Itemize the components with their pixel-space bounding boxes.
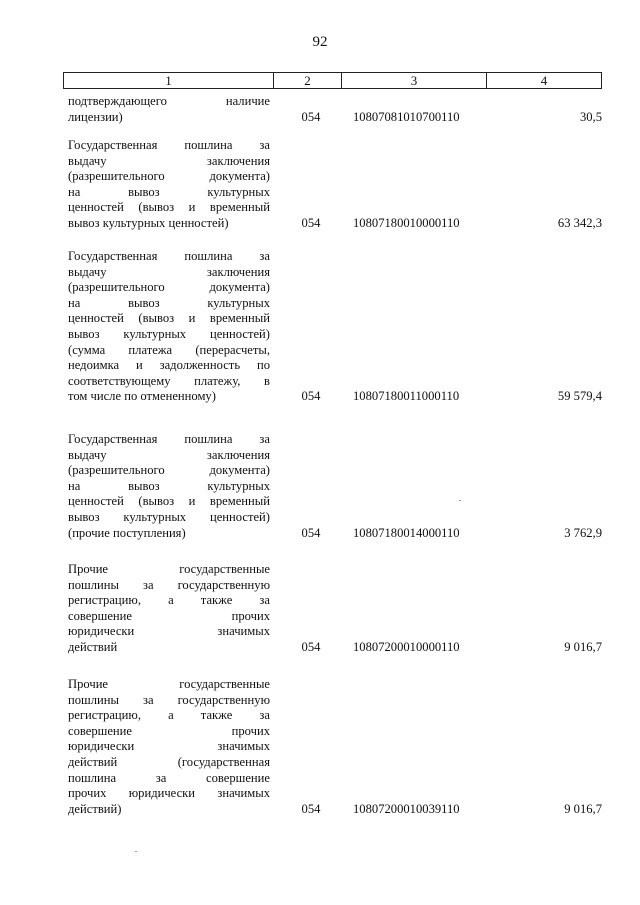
description-line: совершение прочих [68,608,270,623]
row-code: 054 [301,801,321,816]
description-line: ценностей (вывоз и временный [68,200,270,215]
row-kbk: 10807180010000110 [353,216,460,230]
description-line: выдачу заключения [68,264,270,279]
row-amount: 30,5 [579,109,602,124]
row-description [68,249,270,405]
row-description [68,562,270,656]
description-line: (разрешительного документа) [68,280,270,295]
description-line: вывоз культурных ценностей) [68,215,229,230]
header-col-2: 2 [274,73,342,89]
description-line: на вывоз культурных [68,478,270,493]
description-line: пошлины за государственную [68,577,270,592]
description-line: выдачу заключения [68,153,270,168]
scan-speck [135,851,137,852]
description-line: регистрацию, а также за [68,708,270,723]
description-line: Государственная пошлина за [68,432,270,446]
row-code: 054 [301,109,321,124]
row-code: 054 [301,216,321,230]
row-code: 054 [301,389,321,404]
description-line: пошлины за государственную [68,692,270,707]
page-number: 92 [312,34,328,50]
row-code: 054 [301,640,321,654]
row-kbk: 10807081010700110 [353,109,460,124]
table-row [0,94,640,125]
description-line: на вывоз культурных [68,184,270,199]
description-line: подтверждающего наличие [68,94,270,108]
description-line: пошлина за совершение [68,770,270,785]
description-line: Государственная пошлина за [68,138,270,152]
row-kbk: 10807200010039110 [353,801,460,816]
description-line: (прочие поступления) [68,525,186,540]
scan-speck [459,500,461,501]
row-amount: 9 016,7 [564,801,602,816]
description-line: лицензии) [68,109,123,124]
description-line: регистрацию, а также за [68,593,270,608]
description-line: недоимка и задолженность по [68,358,270,373]
row-kbk: 10807200010000110 [353,640,460,654]
description-line: (разрешительного документа) [68,463,270,478]
table-row [0,677,640,817]
description-line: юридически значимых [68,739,270,754]
row-kbk: 10807180014000110 [353,525,460,540]
row-amount: 9 016,7 [564,640,602,654]
description-line: ценностей (вывоз и временный [68,494,270,509]
row-amount: 3 762,9 [564,525,602,540]
description-line: действий (государственная [68,754,270,769]
description-line: выдачу заключения [68,447,270,462]
row-description [68,138,270,232]
header-col-1: 1 [64,73,274,89]
header-col-3: 3 [342,73,487,89]
row-description [68,677,270,817]
header-col-4: 4 [487,73,602,89]
row-amount: 63 342,3 [557,216,602,230]
description-line: действий) [68,801,122,816]
description-line: том числе по отмененному) [68,389,216,404]
description-line: действий [68,639,118,654]
table-header [63,72,602,89]
row-description [68,94,270,125]
table-row [0,562,640,656]
description-line: (разрешительного документа) [68,169,270,184]
description-line: на вывоз культурных [68,295,270,310]
description-line: Прочие государственные [68,677,270,691]
description-line: вывоз культурных ценностей) [68,326,270,341]
description-line: ценностей (вывоз и временный [68,311,270,326]
row-amount: 59 579,4 [557,389,602,404]
description-line: (сумма платежа (перерасчеты, [68,342,270,357]
description-line: Прочие государственные [68,562,270,576]
description-line: соответствующему платежу, в [68,373,270,388]
row-kbk: 10807180011000110 [353,389,460,404]
row-description [68,432,270,541]
description-line: юридически значимых [68,624,270,639]
description-line: Государственная пошлина за [68,249,270,263]
description-line: совершение прочих [68,723,270,738]
row-code: 054 [301,525,321,540]
table-row [0,432,640,541]
description-line: прочих юридически значимых [68,786,270,801]
description-line: вывоз культурных ценностей) [68,509,270,524]
table-row [0,249,640,405]
table-row [0,138,640,232]
